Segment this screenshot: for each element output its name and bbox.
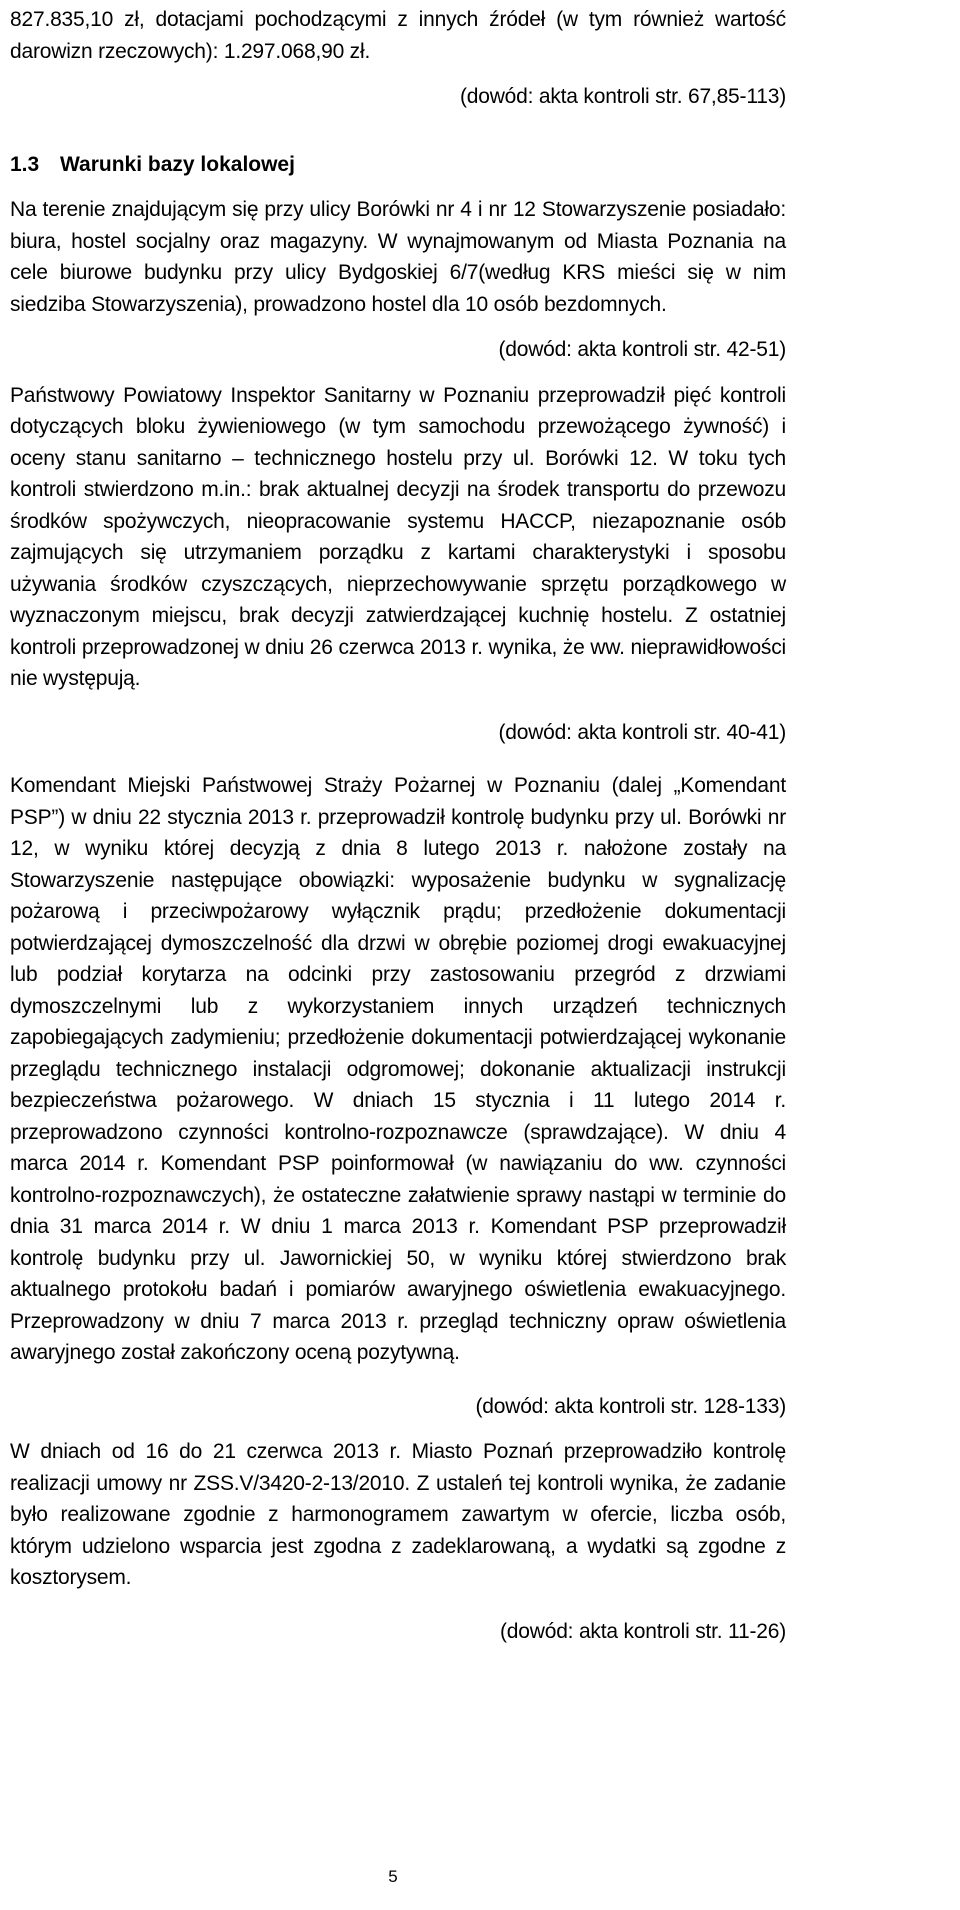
- paragraph-city-audit: W dniach od 16 do 21 czerwca 2013 r. Miasto Poznań przeprowadziło kontrolę realizacji umowy nr ZSS.V/3420-2-13/2010. Z ustaleń tej kontroli wynika, że zadanie było realizowane zgodnie z harmonogramem zawartym w ofercie, liczba osób, którym udzielono wsparcia jest zgodna z zadeklarowaną, a wydatki są zgodne z kosztorysem.: [10, 1440, 786, 1589]
- section-title: Warunki bazy lokalowej: [60, 152, 295, 176]
- evidence-reference: (dowód: akta kontroli str. 128-133): [475, 1394, 786, 1418]
- evidence-reference: (dowód: akta kontroli str. 42-51): [498, 338, 786, 361]
- paragraph-donations: 827.835,10 zł, dotacjami pochodzącymi z innych źródeł (w tym również wartość darowizn rzeczowych): 1.297.068,90 zł.: [10, 8, 786, 63]
- section-heading: [10, 149, 786, 181]
- evidence-reference: (dowód: akta kontroli str. 11-26): [500, 1619, 786, 1643]
- evidence-reference: (dowód: akta kontroli str. 40-41): [498, 720, 786, 744]
- paragraph-sanitary-inspection: Państwowy Powiatowy Inspektor Sanitarny w Poznaniu przeprowadził pięć kontroli dotyczących bloku żywieniowego (w tym samochodu przewożącego żywność) i oceny stanu sanitarno – technicznego hostelu przy ul. Borówki 12. W toku tych kontroli stwierdzono m.in.: brak aktualnej decyzji na środek transportu do przewozu środków spożywczych, nieopracowanie systemu HACCP, niezapoznanie osób zajmujących się utrzymaniem porządku z kartami charakterystyki i sposobu używania środków czyszczących, nieprzechowywanie sprzętu porządkowego w wyznaczonym miejscu, brak decyzji zatwierdzającej kuchnię hostelu. Z ostatniej kontroli przeprowadzonej w dniu 26 czerwca 2013 r. wynika, że ww. nieprawidłowości nie występują.: [10, 383, 786, 690]
- paragraph-fire-inspection: Komendant Miejski Państwowej Straży Pożarnej w Poznaniu (dalej „Komendant PSP”) w dniu 22 stycznia 2013 r. przeprowadził kontrolę budynku przy ul. Borówki nr 12, w wyniku której decyzją z dnia 8 lutego 2013 r. nałożone zostały na Stowarzyszenie następujące obowiązki: wyposażenie budynku w sygnalizację pożarową i przeciwpożarowy wyłącznik prądu; przedłożenie dokumentacji potwierdzającej dymoszczelność dla drzwi w obrębie poziomej drogi ewakuacyjnej lub podział korytarza na odcinki przy zastosowaniu przegród z drzwiami dymoszczelnymi lub z wykorzystaniem innych urządzeń technicznych zapobiegających zadymieniu; przedłożenie dokumentacji potwierdzającej wykonanie przeglądu technicznego instalacji odgromowej; dokonanie aktualizacji instrukcji bezpieczeństwa pożarowego. W dniach 15 stycznia i 11 lutego 2014 r. przeprowadzono czynności kontrolno-rozpoznawcze (sprawdzające). W dniu 4 marca 2014 r. Komendant PSP poinformował (w nawiązaniu do ww. czynności kontrolno-rozpoznawczych), że ostateczne załatwienie sprawy nastąpi w terminie do dnia 31 marca 2014 r. W dniu 1 marca 2013 r. Komendant PSP przeprowadził kontrolę budynku przy ul. Jawornickiej 50, w wyniku której stwierdzono brak aktualnego protokołu badań i pomiarów awaryjnego oświetlenia ewakuacyjnego. Przeprowadzony w dniu 7 marca 2013 r. przegląd techniczny opraw oświetlenia awaryjnego został zakończony oceną pozytywną.: [10, 774, 786, 1364]
- page-number: 5: [388, 1867, 398, 1886]
- paragraph-premises: Na terenie znajdującym się przy ulicy Borówki nr 4 i nr 12 Stowarzyszenie posiadało: biura, hostel socjalny oraz magazyny. W wynajmowanym od Miasta Poznania na cele biurowe budynku przy ulicy Bydgoskiej 6/7(według KRS mieści się w nim siedziba Stowarzyszenia), prowadzono hostel dla 10 osób bezdomnych.: [10, 198, 786, 316]
- document-body: [10, 4, 786, 1647]
- section-number: 1.3: [10, 152, 40, 176]
- evidence-reference: (dowód: akta kontroli str. 67,85-113): [459, 85, 786, 108]
